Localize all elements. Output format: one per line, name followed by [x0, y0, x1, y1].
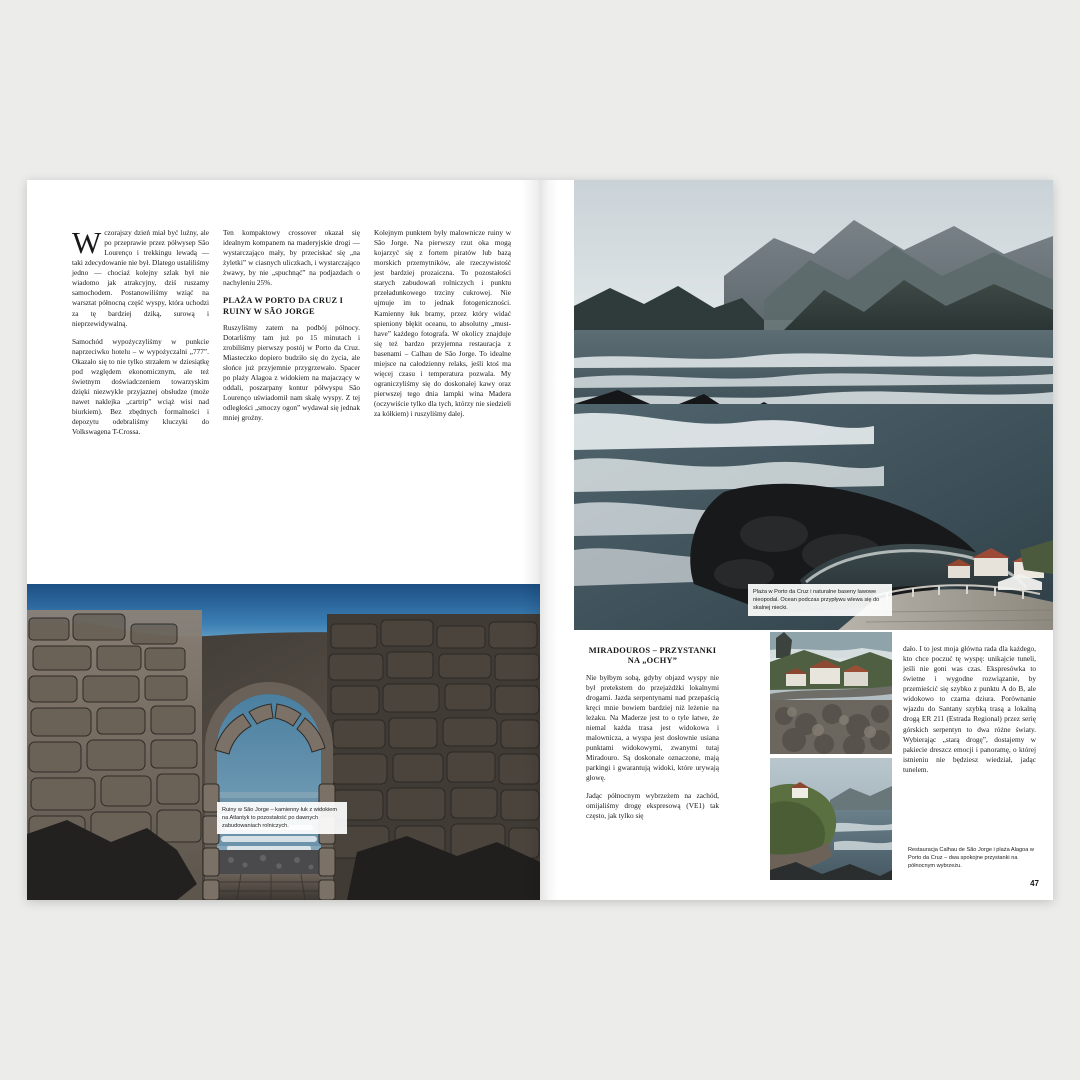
left-page: [27, 180, 540, 900]
paragraph-text: czorajszy dzień miał być luźny, ale po przeprawie przez półwysep São Lourenço i trekkingu lewadą — taki zdecydowanie nie był. Dlatego ustaliliśmy jedno — chociaż kolejny szlak był nie wiadomo jak atrakcyjny, dziś ruszamy samochodem. Postanowiliśmy wziąć na warsztat północną część wyspy, która uchodzi za tę bardziej dziką, surową i nieprzewidywalną.: [72, 228, 209, 328]
photo-lava-pool: [574, 404, 1053, 632]
photo-north-coast-cliffs: [574, 180, 1053, 426]
left-page-text-columns: [72, 225, 512, 518]
magazine-spread: [27, 180, 1053, 900]
photo-green-headland-image: [770, 758, 892, 880]
paragraph-text: Ten kompaktowy crossover okazał się idealnym kompanem na maderyjskie drogi — wystarczająco mały, by przeciskać się „na żyletki” w ciasnych uliczkach, i wystarczająco żwawy, by nie „spuchnąć” na podjazdach o nachyleniu 25%.: [223, 228, 360, 288]
paragraph-text: Kolejnym punktem były malownicze ruiny w São Jorge. Na pierwszy rzut oka mogą kojarzyć się z fortem piratów lub bazą morskich przemytników, ale rzeczywistość jest bardziej prozaiczna. To pozostałości starych zabudowań rolniczych i punktu przeładunkowego trzciny cukrowej. Nie ujmuje im to jednak fotogeniczności. Kamienny łuk bramy, przez który widać spieniony błękit oceanu, to absolutny „must-have” każdego fotografa. W okolicy znajduje się też bardzo przyjemna restauracja z basenami – Calhau de São Jorge. To idealne miejsce na całodzienny relaks, jeśli ktoś ma więcej czasu i temperatura pozwala. My ograniczyliśmy się do doskonałej kawy oraz pierwszej tego dnia lampki wina Madera (oczywiście tylko dla tych, którzy nie siedzieli za kółkiem) i ruszyliśmy dalej.: [374, 228, 511, 419]
photo-caption-calhau: [903, 842, 1045, 874]
photo-coastal-village: [770, 632, 892, 754]
paragraph-text: Samochód wypożyczyliśmy w punkcie naprzeciwko hotelu – w wypożyczalni „777”. Okazało się to nie tylko strzałem w dziesiątkę pod względem ekonomicznym, ale też świetnym doświadczeniem towarzyskim dzięki niezwykle przyjaznej obsłudze (może nawet naklejka „cartrip” wciąż wisi nad biurkiem). Bez zbędnych formalności i depozytu odebraliśmy kluczyki do Volkswagena T-Crossa.: [72, 336, 209, 437]
page-number: 47: [1030, 879, 1039, 888]
photo-coastal-village-image: [770, 632, 892, 754]
photo-sao-jorge-ruins-image: [27, 584, 540, 900]
right-text-column-2-wrap: [903, 644, 1036, 783]
paragraph-text: dało. I to jest moja główna rada dla każdego, kto chce poczuć tę wyspę: unikajcie tuneli, jeśli nie goni was czas. Ekspresówka to świetne i wygodne rozwiązanie, by przemieścić się szybko z punktu A do B, ale widokowo to czarna dziura. Porównanie wjazdu do Santany szybką trasą a lokalną drogą ER 211 (Estrada Regional) przez serię górskich serpentyn to dwa różne światy. Wybierając „starą drogę”, dostajemy w pakiecie dreszcz emocji i panoramę, o której istnieniu nie będziesz wiedział, jadąc tunelem.: [903, 644, 1036, 774]
photo-caption-sao-jorge: [217, 802, 347, 834]
photo-sao-jorge-ruins: [27, 584, 540, 900]
paragraph-text: Jadąc północnym wybrzeżem na zachód, omijaliśmy drogę ekspresową (VE1) tak często, jak tylko się: [586, 791, 719, 821]
right-page: [540, 180, 1053, 900]
right-page-lower-block: [574, 630, 1053, 900]
paragraph-with-dropcap: [72, 225, 209, 329]
right-text-column-2: [903, 644, 1036, 775]
caption-text: Ruiny w São Jorge – kamienny łuk z widokiem na Atlantyk to pozostałość po dawnych zabudowaniach rolniczych.: [222, 807, 338, 830]
photo-green-headland: [770, 758, 892, 880]
section-heading-plaza: PLAŻA W PORTO DA CRUZ I RUINY W SÃO JORGE: [223, 296, 344, 316]
paragraph-text: Nie byłbym sobą, gdyby objazd wyspy nie był pretekstem do przejażdżki lokalnymi drogami. Jazda serpentynami nad przepaścią kręci mnie bowiem bardziej niż leżenie na leżaku. Na Maderze jest to o tyle łatwe, że niemal każda trasa jest widokowa i malownicza, a wyspa jest dosłownie usiana punktami widokowymi, zwanymi tutaj Miradouro. Są doskonale oznaczone, mają parkingi i gwarantują widoki, które urywają głowę.: [586, 672, 719, 783]
text-column-2: [223, 228, 360, 518]
drop-cap: W: [72, 225, 102, 260]
caption-text: Restauracja Calhau de São Jorge i plaża Alagoa w Porto da Cruz – dwa spokojne przystanki na północnym wybrzeżu.: [908, 847, 1034, 870]
photo-caption-porto-da-cruz: [748, 584, 892, 616]
text-column-3: [374, 228, 511, 518]
photo-north-coast-cliffs-image: [574, 180, 1053, 426]
right-text-column-1: [586, 644, 719, 829]
section-heading-miradouros: MIRADOUROS – PRZYSTANKI NA „OCHY”: [588, 646, 717, 666]
caption-text: Plaża w Porto da Cruz i naturalne baseny lawowe nieopodal. Ocean podczas przypływu wlewa się do skalnej niecki.: [753, 589, 880, 612]
paragraph-text: Ruszyliśmy zatem na podbój północy. Dotarliśmy tam już po 15 minutach i zrobiliśmy pierwszy postój w Porto da Cruz. Miasteczko dopiero budziło się do życia, ale słońce już przyjemnie przygrzewało. Spacer po plaży Alagoa z widokiem na majaczący w oddali, poszarpany kontur półwyspu São Lourenço uświadomił nam skalę wyspy. Z tej odległości „smoczy ogon” wydawał się jednak mniej groźny.: [223, 322, 360, 423]
text-column-1: [72, 225, 209, 518]
